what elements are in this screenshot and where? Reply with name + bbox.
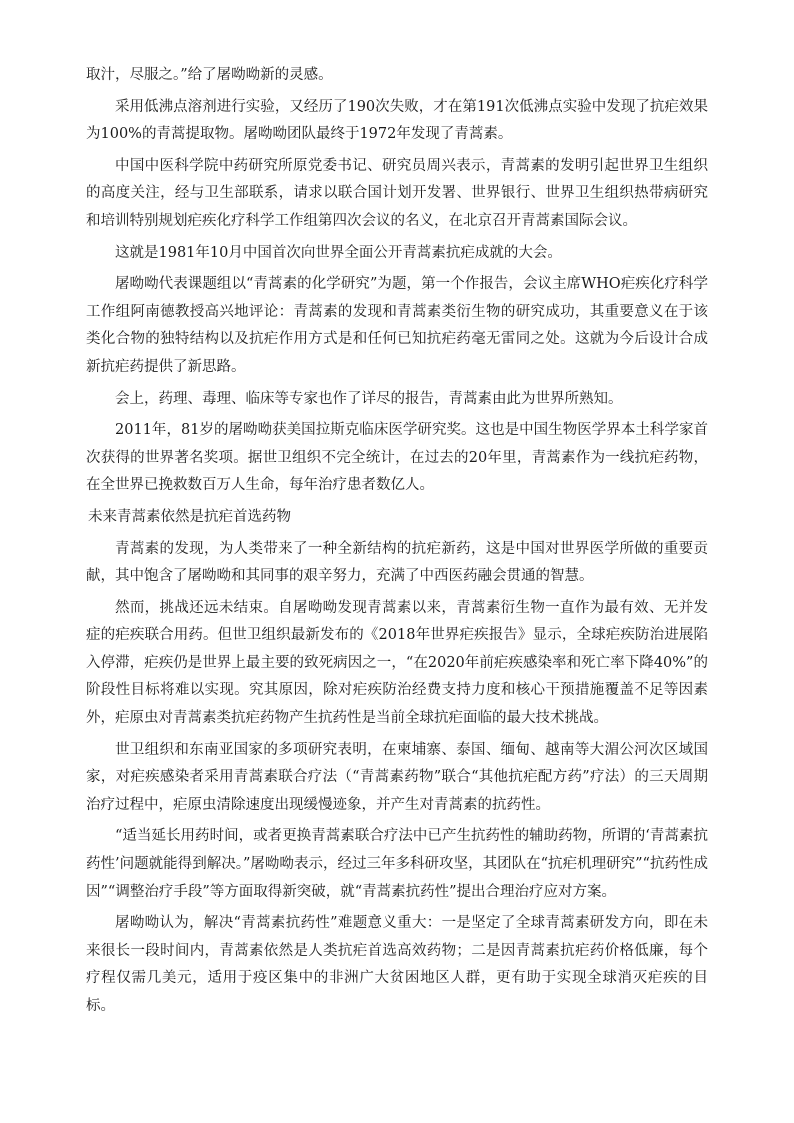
paragraph: 世卫组织和东南亚国家的多项研究表明，在柬埔寨、泰国、缅甸、越南等大湄公河次区域国家，对疟疾感染者采用青蒿素联合疗法（“青蒿素药物”联合“其他抗疟配方药”疗法）的三天周期治疗过程中，疟原虫清除速度出现缓慢迹象，并产生对青蒿素的抗药性。 xyxy=(86,741,708,813)
paragraph: 采用低沸点溶剂进行实验，又经历了190次失败，才在第191次低沸点实验中发现了抗疟效果为100%的青蒿提取物。屠呦呦团队最终于1972年发现了青蒿素。 xyxy=(86,98,708,143)
paragraph: “适当延长用药时间，或者更换青蒿素联合疗法中已产生抗药性的辅助药物，所谓的‘青蒿素抗药性’问题就能得到解决。”屠呦呦表示，经过三年多科研攻坚，其团队在“抗疟机理研究”“抗药性成因”“调整治疗手段”等方面取得新突破，就“青蒿素抗药性”提出合理治疗应对方案。 xyxy=(86,828,708,900)
paragraph: 这就是1981年10月中国首次向世界全面公开青蒿素抗疟成就的大会。 xyxy=(115,244,562,261)
paragraph: 青蒿素的发现，为人类带来了一种全新结构的抗疟新药，这是中国对世界医学所做的重要贡献，其中饱含了屠呦呦和其同事的艰辛努力，充满了中西医药融会贯通的智慧。 xyxy=(86,540,708,585)
paragraph: 屠呦呦代表课题组以“青蒿素的化学研究”为题，第一个作报告，会议主席WHO疟疾化疗科学工作组阿南德教授高兴地评论：青蒿素的发现和青蒿素类衍生物的研究成功，其重要意义在于该类化合物的独特结构以及抗疟作用方式是和任何已知抗疟药毫无雷同之处。这就为今后设计合成新抗疟药提供了新思路。 xyxy=(86,276,708,375)
paragraph: 中国中医科学院中药研究所原党委书记、研究员周兴表示，青蒿素的发明引起世界卫生组织的高度关注，经与卫生部联系，请求以联合国计划开发署、世界银行、世界卫生组织热带病研究和培训特别规划疟疾化疗科学工作组第四次会议的名义，在北京召开青蒿素国际会议。 xyxy=(86,157,708,229)
paragraph: 取汁，尽服之。”给了屠呦呦新的灵感。 xyxy=(86,67,333,83)
article-body xyxy=(86,62,708,1025)
paragraph: 2011年，81岁的屠呦呦获美国拉斯克临床医学研究奖。这也是中国生物医学界本土科学家首次获得的世界著名奖项。据世卫组织不完全统计，在过去的20年里，青蒿素作为一线抗疟药物，在全世界已挽救数百万人生命，每年治疗患者数亿人。 xyxy=(86,422,708,494)
paragraph: 然而，挑战还远未结束。自屠呦呦发现青蒿素以来，青蒿素衍生物一直作为最有效、无并发症的疟疾联合用药。但世卫组织最新发布的《2018年世界疟疾报告》显示，全球疟疾防治进展陷入停滞，疟疾仍是世界上最主要的致死病因之一，“在2020年前疟疾感染率和死亡率下降40%”的阶段性目标将难以实现。究其原因，除对疟疾防治经费支持力度和核心干预措施覆盖不足等因素外，疟原虫对青蒿素类抗疟药物产生抗药性是当前全球抗疟面临的最大技术挑战。 xyxy=(86,599,708,727)
paragraph: 会上，药理、毒理、临床等专家也作了详尽的报告，青蒿素由此为世界所熟知。 xyxy=(115,390,623,407)
section-heading: 未来青蒿素依然是抗疟首选药物 xyxy=(88,508,291,525)
paragraph: 屠呦呦认为，解决“青蒿素抗药性”难题意义重大：一是坚定了全球青蒿素研发方向，即在未来很长一段时间内，青蒿素依然是人类抗疟首选高效药物；二是因青蒿素抗疟药价格低廉，每个疗程仅需几美元，适用于疫区集中的非洲广大贫困地区人群，更有助于实现全球消灭疟疾的目标。 xyxy=(86,915,708,1014)
